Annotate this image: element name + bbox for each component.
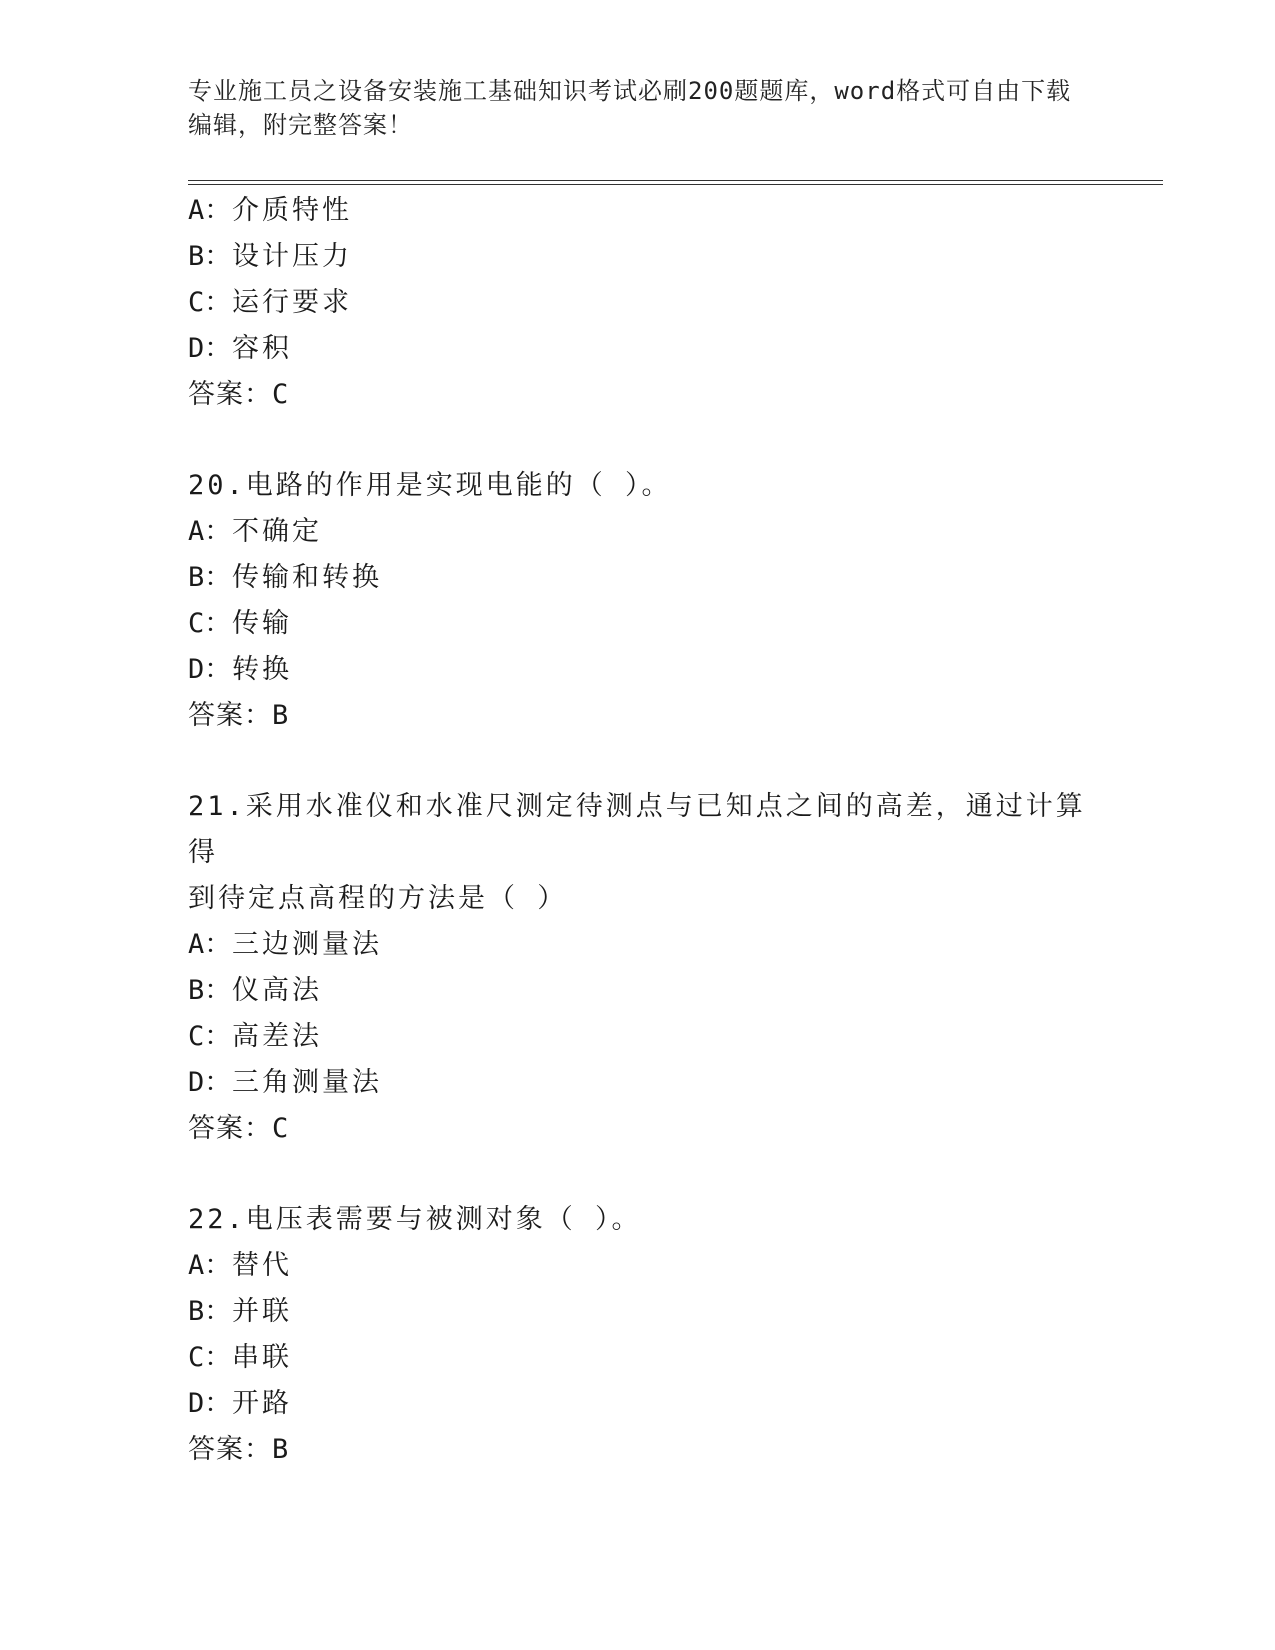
question-text: 20.电路的作用是实现电能的（ ）。 (188, 470, 672, 501)
question-block-20 (188, 463, 1088, 739)
option-c: C：传输 (188, 608, 292, 639)
header-line-1: 专业施工员之设备安装施工基础知识考试必刷200题题库，word格式可自由下载 (188, 77, 1072, 105)
answer-line: 答案：B (188, 1434, 290, 1465)
option-a: A：介质特性 (188, 195, 352, 226)
option-d: D：三角测量法 (188, 1067, 382, 1098)
question-text-line-1: 21.采用水准仪和水准尺测定待测点与已知点之间的高差，通过计算得 (188, 791, 1086, 868)
question-block-21 (188, 784, 1088, 1152)
option-a: A：不确定 (188, 516, 322, 547)
question-text: 22.电压表需要与被测对象（ ）。 (188, 1204, 642, 1235)
block-spacer (188, 418, 1088, 463)
answer-line: 答案：C (188, 379, 290, 410)
option-d: D：开路 (188, 1388, 292, 1419)
option-d: D：转换 (188, 654, 292, 685)
option-b: B：仪高法 (188, 975, 322, 1006)
option-c: C：运行要求 (188, 287, 352, 318)
option-c: C：串联 (188, 1342, 292, 1373)
header-divider-bottom (188, 184, 1163, 185)
answer-line: 答案：C (188, 1113, 290, 1144)
option-b: B：设计压力 (188, 241, 352, 272)
header-line-2: 编辑，附完整答案！ (188, 111, 413, 139)
question-text-line-2: 到待定点高程的方法是（ ） (188, 883, 568, 914)
option-b: B：传输和转换 (188, 562, 382, 593)
option-b: B：并联 (188, 1296, 292, 1327)
document-header (188, 74, 1088, 142)
question-block-19 (188, 188, 1088, 418)
option-a: A：三边测量法 (188, 929, 382, 960)
option-c: C：高差法 (188, 1021, 322, 1052)
question-list (188, 188, 1088, 1473)
block-spacer (188, 739, 1088, 784)
header-divider-top (188, 180, 1163, 181)
block-spacer (188, 1152, 1088, 1197)
option-a: A：替代 (188, 1250, 292, 1281)
answer-line: 答案：B (188, 700, 290, 731)
question-block-22 (188, 1197, 1088, 1473)
option-d: D：容积 (188, 333, 292, 364)
